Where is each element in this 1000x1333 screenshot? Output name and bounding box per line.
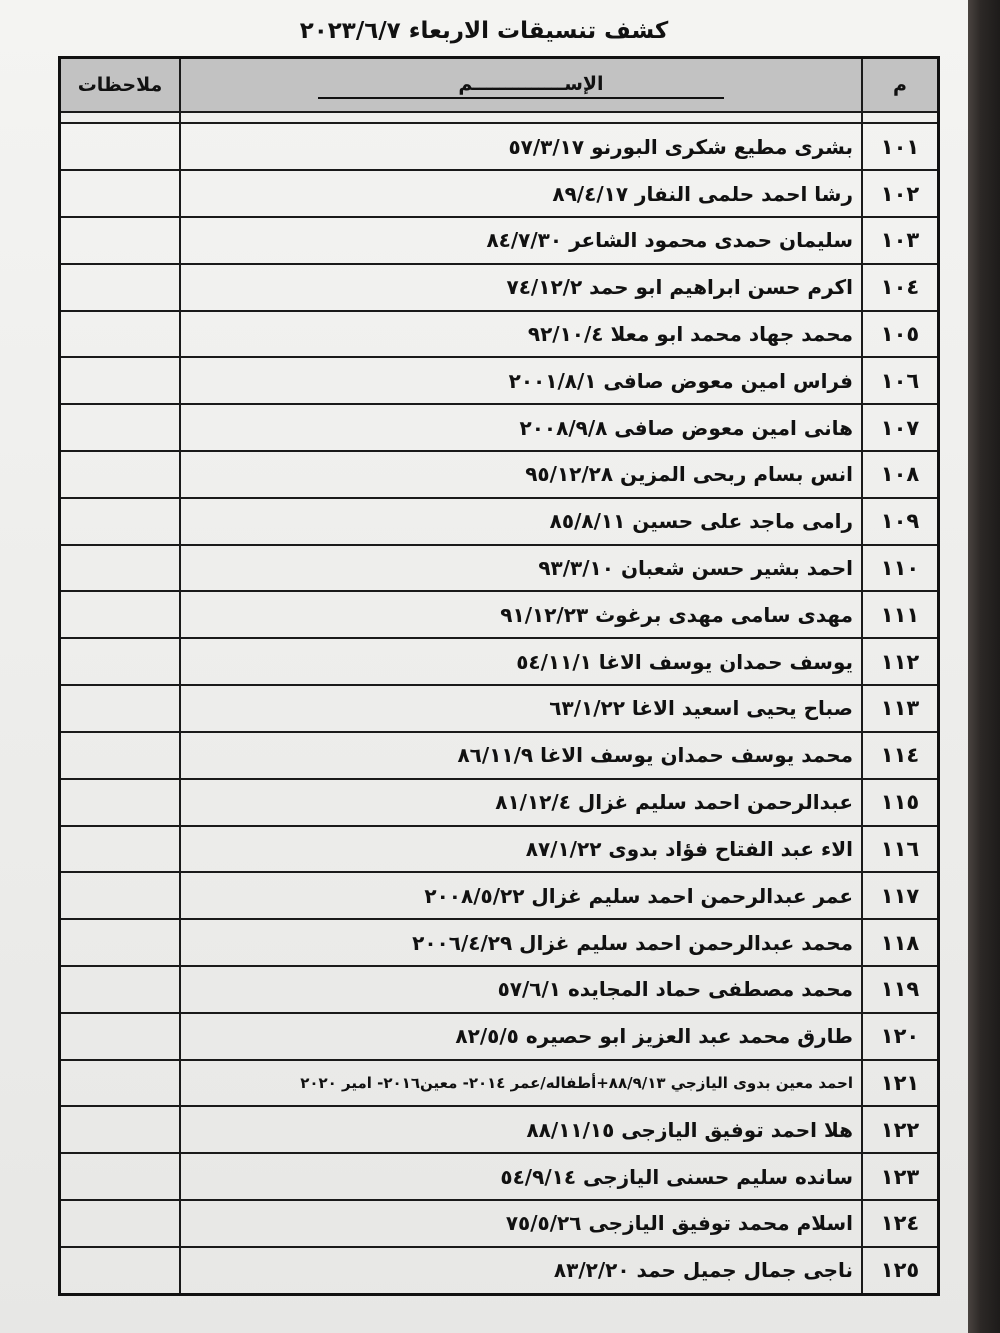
row-number: ١٢٠ (862, 1013, 939, 1060)
row-notes (60, 311, 181, 358)
header-spacer-row (60, 112, 939, 123)
row-number: ١٠٥ (862, 311, 939, 358)
row-notes (60, 404, 181, 451)
row-number: ١١٧ (862, 872, 939, 919)
row-number: ١٠٣ (862, 217, 939, 264)
table-row (60, 1247, 939, 1295)
row-name: طارق محمد عبد العزيز ابو حصيره ٨٢/٥/٥ (180, 1013, 862, 1060)
row-notes (60, 170, 181, 217)
row-number: ١٢٣ (862, 1153, 939, 1200)
row-number: ١١١ (862, 591, 939, 638)
table-row (60, 1200, 939, 1247)
row-number: ١٠٨ (862, 451, 939, 498)
row-name: محمد يوسف حمدان يوسف الاغا ٨٦/١١/٩ (180, 732, 862, 779)
header-notes: ملاحظات (60, 58, 181, 113)
row-number: ١٠٤ (862, 264, 939, 311)
row-notes (60, 357, 181, 404)
row-name: بشرى مطيع شكرى البورنو ٥٧/٣/١٧ (180, 123, 862, 170)
row-notes (60, 779, 181, 826)
header-number: م (862, 58, 939, 113)
table-row (60, 1153, 939, 1200)
row-number: ١١٢ (862, 638, 939, 685)
table-row (60, 1060, 939, 1107)
row-notes (60, 1200, 181, 1247)
row-name: ناجى جمال جميل حمد ٨٣/٢/٢٠ (180, 1247, 862, 1295)
row-number: ١٠٧ (862, 404, 939, 451)
row-name: اسلام محمد توفيق اليازجى ٧٥/٥/٢٦ (180, 1200, 862, 1247)
table-row (60, 217, 939, 264)
table-row (60, 1013, 939, 1060)
row-name: مهدى سامى مهدى برغوث ٩١/١٢/٢٣ (180, 591, 862, 638)
row-notes (60, 1247, 181, 1295)
row-notes (60, 1106, 181, 1153)
row-name: عمر عبدالرحمن احمد سليم غزال ٢٠٠٨/٥/٢٢ (180, 872, 862, 919)
row-name: رشا احمد حلمى النفار ٨٩/٤/١٧ (180, 170, 862, 217)
row-name: يوسف حمدان يوسف الاغا ٥٤/١١/١ (180, 638, 862, 685)
row-notes (60, 1013, 181, 1060)
row-notes (60, 872, 181, 919)
row-number: ١١٥ (862, 779, 939, 826)
table-row (60, 545, 939, 592)
row-name: رامى ماجد على حسين ٨٥/٨/١١ (180, 498, 862, 545)
row-number: ١١٨ (862, 919, 939, 966)
row-name: محمد جهاد محمد ابو معلا ٩٢/١٠/٤ (180, 311, 862, 358)
table-row (60, 357, 939, 404)
row-notes (60, 919, 181, 966)
table-row (60, 170, 939, 217)
row-name: انس بسام ربحى المزين ٩٥/١٢/٢٨ (180, 451, 862, 498)
table-row (60, 872, 939, 919)
table-row (60, 1106, 939, 1153)
row-notes (60, 732, 181, 779)
table-row (60, 123, 939, 170)
row-name: صباح يحيى اسعيد الاغا ٦٣/١/٢٢ (180, 685, 862, 732)
row-notes (60, 685, 181, 732)
table-row (60, 498, 939, 545)
row-name: عبدالرحمن احمد سليم غزال ٨١/١٢/٤ (180, 779, 862, 826)
row-number: ١١٩ (862, 966, 939, 1013)
row-notes (60, 545, 181, 592)
row-number: ١٢٤ (862, 1200, 939, 1247)
row-number: ١١٤ (862, 732, 939, 779)
row-name: فراس امين معوض صافى ٢٠٠١/٨/١ (180, 357, 862, 404)
row-number: ١٠٦ (862, 357, 939, 404)
row-number: ١٢٢ (862, 1106, 939, 1153)
row-notes (60, 264, 181, 311)
row-name: الاء عبد الفتاح فؤاد بدوى ٨٧/١/٢٢ (180, 826, 862, 873)
row-number: ١١٣ (862, 685, 939, 732)
row-number: ١٢٥ (862, 1247, 939, 1295)
row-number: ١٠٢ (862, 170, 939, 217)
row-name: محمد مصطفى حماد المجايده ٥٧/٦/١ (180, 966, 862, 1013)
row-name: احمد بشير حسن شعبان ٩٣/٣/١٠ (180, 545, 862, 592)
table-row (60, 826, 939, 873)
table-row (60, 311, 939, 358)
table-row (60, 451, 939, 498)
row-notes (60, 591, 181, 638)
table-row (60, 966, 939, 1013)
row-notes (60, 217, 181, 264)
row-notes (60, 638, 181, 685)
row-number: ١٢١ (862, 1060, 939, 1107)
table-row (60, 264, 939, 311)
row-number: ١٠٩ (862, 498, 939, 545)
row-name: سليمان حمدى محمود الشاعر ٨٤/٧/٣٠ (180, 217, 862, 264)
row-number: ١٠١ (862, 123, 939, 170)
row-name: سانده سليم حسنى اليازجى ٥٤/٩/١٤ (180, 1153, 862, 1200)
row-notes (60, 498, 181, 545)
desk-background (968, 0, 1000, 1333)
row-name: اكرم حسن ابراهيم ابو حمد ٧٤/١٢/٢ (180, 264, 862, 311)
names-table (58, 56, 940, 1296)
table-row (60, 732, 939, 779)
table-row (60, 591, 939, 638)
row-notes (60, 451, 181, 498)
table-row (60, 779, 939, 826)
row-notes (60, 1153, 181, 1200)
row-name: محمد عبدالرحمن احمد سليم غزال ٢٠٠٦/٤/٢٩ (180, 919, 862, 966)
table-row (60, 638, 939, 685)
header-name: الإســــــــــــــم (180, 58, 862, 113)
page-title: كشف تنسيقات الاربعاء ٢٠٢٣/٦/٧ (299, 18, 669, 44)
row-notes (60, 826, 181, 873)
table-header-row (60, 58, 939, 113)
table-row (60, 685, 939, 732)
table-row (60, 919, 939, 966)
table-row (60, 404, 939, 451)
row-notes (60, 1060, 181, 1107)
row-name: احمد معين بدوى اليازجي ٨٨/٩/١٣+أطفاله/عمر ٢٠١٤- معين٢٠١٦- امير ٢٠٢٠ (180, 1060, 862, 1107)
row-number: ١١٠ (862, 545, 939, 592)
row-notes (60, 966, 181, 1013)
row-notes (60, 123, 181, 170)
row-name: هانى امين معوض صافى ٢٠٠٨/٩/٨ (180, 404, 862, 451)
row-number: ١١٦ (862, 826, 939, 873)
row-name: هلا احمد توفيق اليازجى ٨٨/١١/١٥ (180, 1106, 862, 1153)
